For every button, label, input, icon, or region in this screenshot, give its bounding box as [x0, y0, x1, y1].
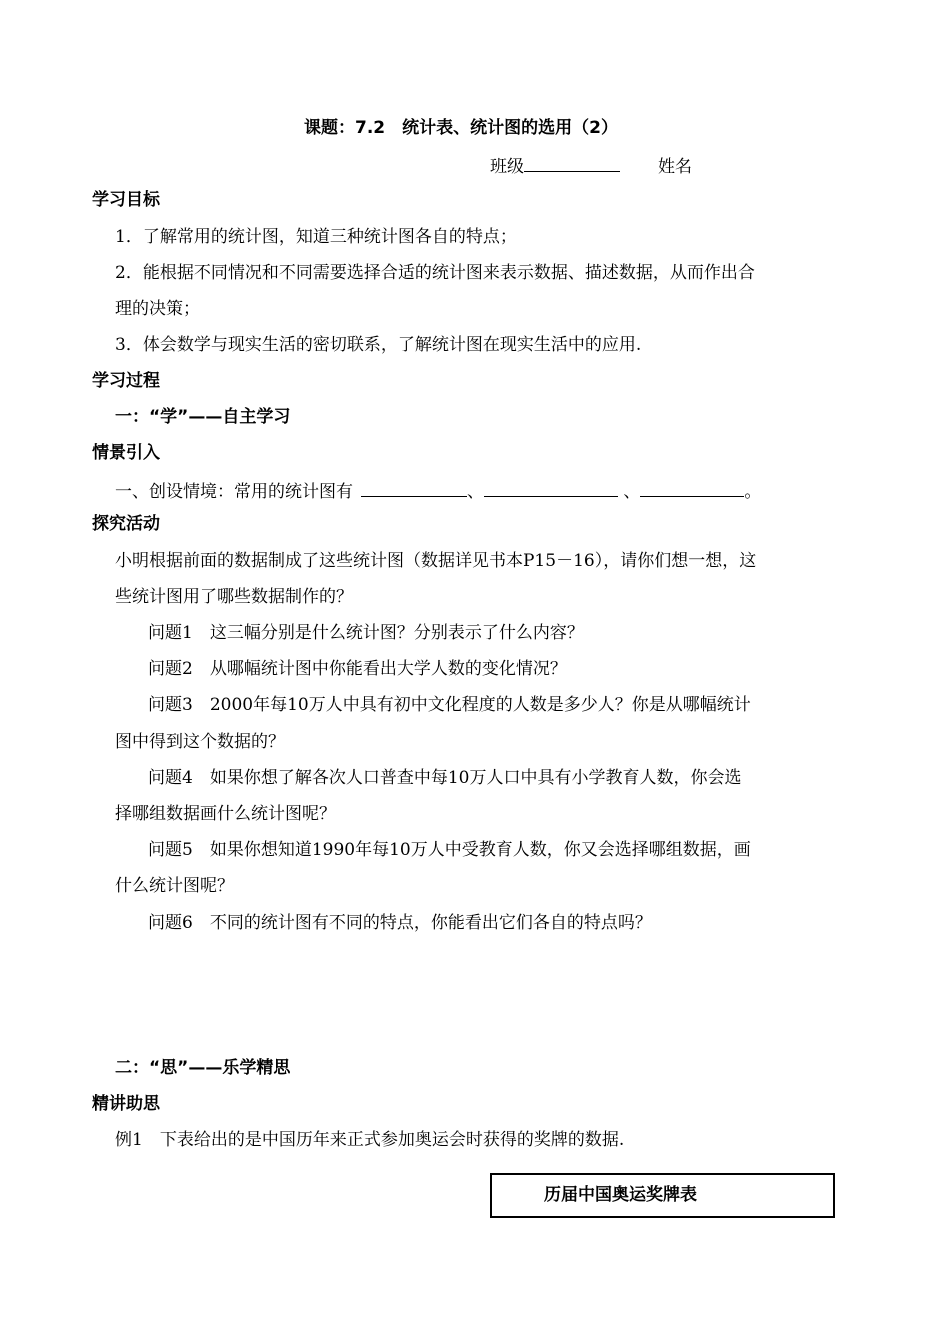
explore-heading: 探究活动 — [92, 514, 160, 534]
class-label: 班级 — [490, 157, 524, 177]
class-blank[interactable] — [524, 153, 620, 172]
scene-separator-1: 、 — [467, 482, 484, 502]
chart-type-blank-2[interactable] — [484, 478, 618, 497]
scene-end: 。 — [744, 482, 762, 502]
page-title: 课题：7.2 统计表、统计图的选用（2） — [304, 118, 618, 138]
explore-intro-cont: 些统计图用了哪些数据制作的？ — [115, 587, 353, 607]
goal-item-3: 3．体会数学与现实生活的密切联系，了解统计图在现实生活中的应用. — [115, 335, 642, 355]
scene-heading: 情景引入 — [92, 443, 160, 463]
part1-heading: 一：“学”——自主学习 — [115, 407, 291, 427]
example-1: 例1 下表给出的是中国历年来正式参加奥运会时获得的奖牌的数据. — [115, 1130, 625, 1150]
goal-item-2: 2．能根据不同情况和不同需要选择合适的统计图来表示数据、描述数据，从而作出合 — [115, 263, 755, 283]
question-4-cont: 择哪组数据画什么统计图呢？ — [115, 804, 336, 824]
question-3-cont: 图中得到这个数据的？ — [115, 732, 285, 752]
process-heading: 学习过程 — [92, 371, 160, 391]
chart-type-blank-3[interactable] — [640, 478, 744, 497]
question-3: 问题3 2000年每10万人中具有初中文化程度的人数是多少人？你是从哪幅统计 — [148, 695, 751, 715]
part2-heading: 二：“思”——乐学精思 — [115, 1058, 291, 1078]
question-5-cont: 什么统计图呢？ — [115, 876, 234, 896]
goals-heading: 学习目标 — [92, 190, 160, 210]
medal-table-title: 历届中国奥运奖牌表 — [544, 1185, 697, 1205]
question-4: 问题4 如果你想了解各次人口普查中每10万人口中具有小学教育人数，你会选 — [148, 768, 742, 788]
chart-type-blank-1[interactable] — [361, 478, 467, 497]
part2-subheading: 精讲助思 — [92, 1094, 160, 1114]
medal-table — [490, 1173, 835, 1218]
scene-text: 一、创设情境：常用的统计图有 — [115, 482, 353, 502]
question-6: 问题6 不同的统计图有不同的特点，你能看出它们各自的特点吗？ — [148, 913, 652, 933]
explore-intro: 小明根据前面的数据制成了这些统计图（数据详见书本P15－16），请你们想一想，这 — [115, 551, 757, 571]
scene-row — [115, 478, 761, 504]
question-5: 问题5 如果你想知道1990年每10万人中受教育人数，你又会选择哪组数据，画 — [148, 840, 751, 860]
scene-separator-2: 、 — [618, 482, 641, 502]
question-2: 问题2 从哪幅统计图中你能看出大学人数的变化情况？ — [148, 659, 567, 679]
goal-item-1: 1．了解常用的统计图，知道三种统计图各自的特点； — [115, 227, 517, 247]
class-name-row — [490, 153, 692, 179]
goal-item-2-cont: 理的决策； — [115, 299, 200, 319]
name-label: 姓名 — [658, 157, 692, 177]
question-1: 问题1 这三幅分别是什么统计图？分别表示了什么内容？ — [148, 623, 584, 643]
